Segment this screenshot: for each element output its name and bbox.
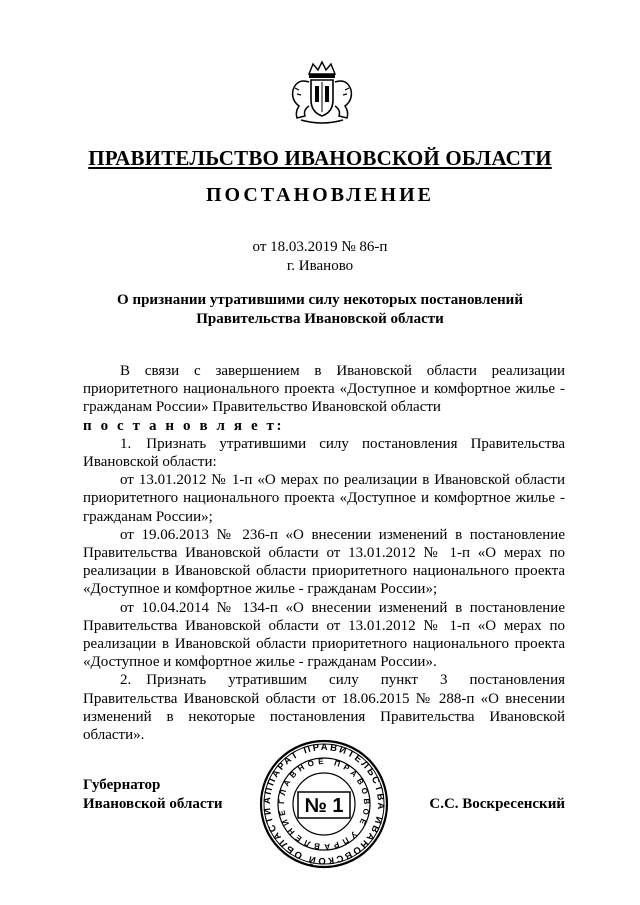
document-type: ПОСТАНОВЛЕНИЕ [206,184,434,206]
signer-name: С.С. Воскресенский [429,796,565,812]
signer-position-line-1: Губернатор [83,777,161,793]
document-body [83,362,565,744]
stamp-number: № 1 [304,795,344,817]
date-number: от 18.03.2019 № 86-п [252,239,388,255]
official-stamp [258,738,390,870]
stamp-outer-text: АППАРАТ ПРАВИТЕЛЬСТВА ИВАНОВСКОЙ ОБЛАСТИ [261,741,387,867]
document-subject [0,291,640,329]
intro-paragraph: В связи с завершением в Ивановской области реализации приоритетного национального проекта «Доступное и комфортное жилье - гражданам России» Правительство Ивановской области [83,363,565,416]
city: г. Иваново [286,258,354,274]
signer-position [83,776,223,814]
document-meta [0,238,640,276]
subject-line-1: О признании утратившими силу некоторых постановлений [117,292,523,308]
decree-word: п о с т а н о в л я е т: [83,417,285,434]
subject-line-2: Правительства Ивановской области [196,311,444,327]
item-1: 1. Признать утратившими силу постановления Правительства Ивановской области: [83,435,565,471]
stamp-inner-text: ГЛАВНОЕ ПРАВОВОЕ УПРАВЛЕНИЕ [276,756,372,852]
coat-of-arms-icon [287,60,357,126]
item-1-a: от 13.01.2012 № 1-п «О мерах по реализации в Ивановской области приоритетного национального проекта «Доступное и комфортное жилье - гражданам России»; [83,472,565,525]
item-1-b: от 19.06.2013 № 236-п «О внесении изменений в постановление Правительства Ивановской области от 13.01.2012 № 1-п «О мерах по реализации в Ивановской области приоритетного национального проекта «Доступное и комфортное жилье - гражданам России»; [83,526,565,598]
signer-position-line-2: Ивановской области [83,796,223,812]
organization-title: ПРАВИТЕЛЬСТВО ИВАНОВСКОЙ ОБЛАСТИ [88,146,552,170]
item-2: 2. Признать утратившим силу пункт 3 постановления Правительства Ивановской области от 18.06.2015 № 288-п «О внесении изменений в некоторые постановления Правительства Ивановской области». [83,672,565,744]
item-1-c: от 10.04.2014 № 134-п «О внесении изменений в постановление Правительства Ивановской области от 13.01.2012 № 1-п «О мерах по реализации в Ивановской области приоритетного национального проекта «Доступное и комфортное жилье - гражданам России». [83,599,565,671]
